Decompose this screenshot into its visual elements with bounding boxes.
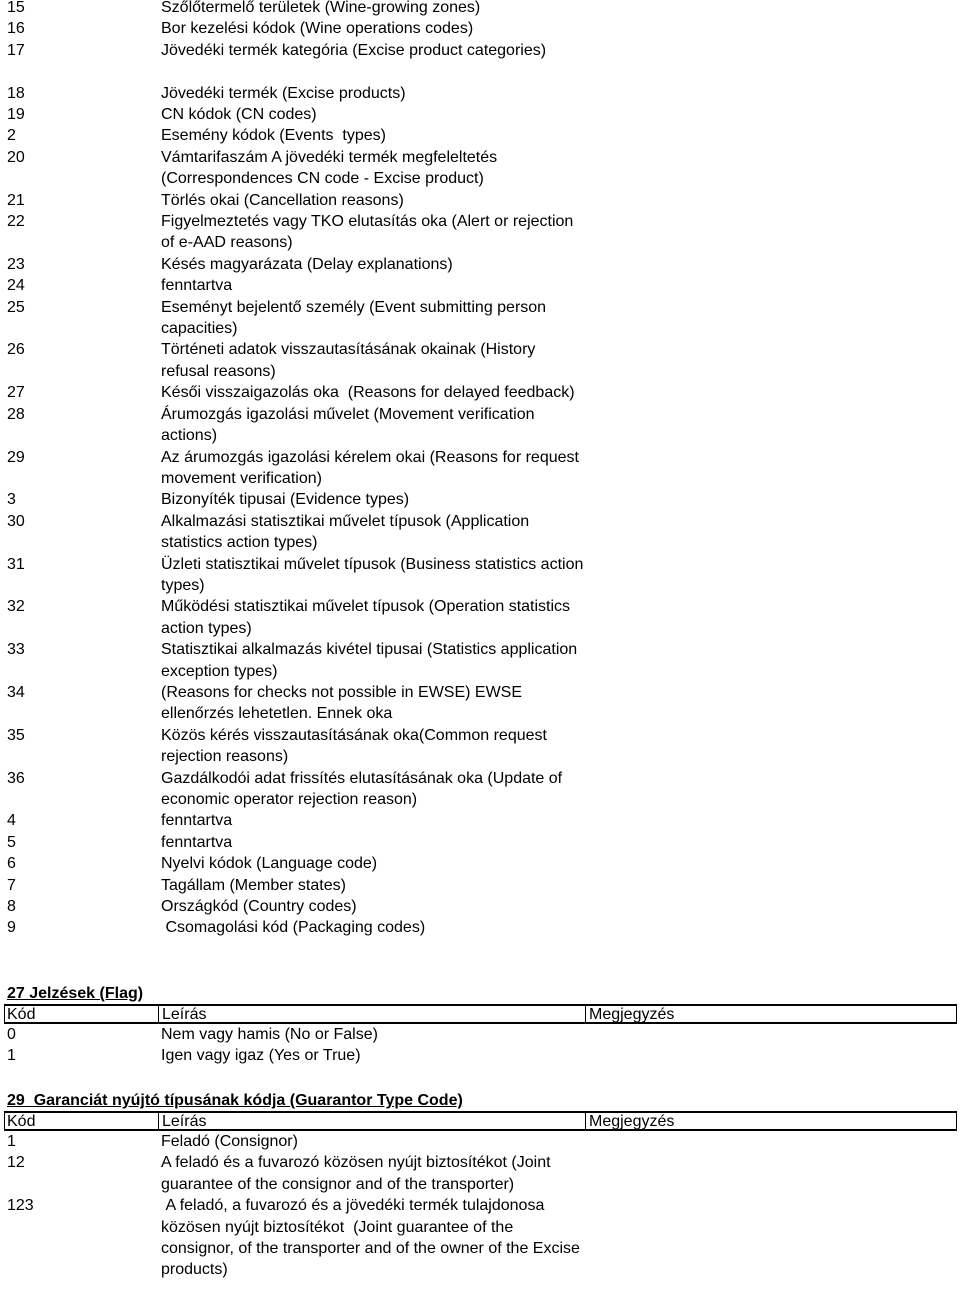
item-description: Működési statisztikai művelet típusok (Operation statistics action types) bbox=[161, 598, 575, 637]
item-description: Feladó (Consignor) bbox=[161, 1133, 298, 1150]
list-item bbox=[0, 404, 960, 447]
item-description: CN kódok (CN codes) bbox=[161, 106, 317, 124]
item-code: 30 bbox=[7, 512, 25, 530]
item-code: 9 bbox=[7, 919, 16, 937]
item-description: Nyelvi kódok (Language code) bbox=[161, 855, 378, 873]
item-code: 18 bbox=[7, 84, 25, 102]
item-code: 20 bbox=[7, 148, 25, 166]
list-item bbox=[0, 489, 960, 510]
list-item bbox=[0, 83, 960, 104]
item-description: Vámtarifaszám A jövedéki termék megfeleltetés (Correspondences CN code - Excise product) bbox=[161, 148, 502, 188]
item-code: 26 bbox=[7, 341, 25, 359]
list-item bbox=[0, 896, 960, 917]
flag-rows bbox=[0, 1024, 960, 1067]
item-code: 17 bbox=[7, 41, 25, 59]
item-code: 1 bbox=[7, 1133, 16, 1150]
list-item bbox=[0, 875, 960, 896]
item-description: Figyelmeztetés vagy TKO elutasítás oka (Alert or rejection of e-AAD reasons) bbox=[161, 213, 578, 252]
item-code: 5 bbox=[7, 833, 16, 851]
item-description: Közös kérés visszautasításának oka(Common request rejection reasons) bbox=[161, 726, 552, 766]
item-code: 3 bbox=[7, 491, 16, 509]
section-title-flag: 27 Jelzések (Flag) bbox=[7, 985, 144, 1002]
list-item bbox=[0, 40, 960, 61]
item-code: 7 bbox=[7, 876, 16, 894]
table-header-flag bbox=[4, 1004, 957, 1024]
item-description: Történeti adatok visszautasításának okainak (History refusal reasons) bbox=[161, 341, 540, 380]
item-description: Gazdálkodói adat frissítés elutasításának oka (Update of economic operator rejection reason) bbox=[161, 769, 567, 809]
item-code: 1 bbox=[7, 1047, 16, 1065]
item-code: 34 bbox=[7, 683, 25, 701]
item-code: 22 bbox=[7, 213, 25, 231]
item-code: 24 bbox=[7, 277, 25, 295]
table-header-guarantor bbox=[4, 1111, 957, 1131]
item-description: Esemény kódok (Events types) bbox=[161, 127, 386, 145]
list-item bbox=[0, 511, 960, 554]
guarantor-section bbox=[0, 1090, 960, 1281]
header-description: Leírás bbox=[159, 1006, 586, 1022]
list-item bbox=[0, 917, 960, 938]
header-note: Megjegyzés bbox=[589, 1113, 675, 1130]
item-description: Árumozgás igazolási művelet (Movement verification actions) bbox=[161, 405, 539, 445]
list-item bbox=[0, 211, 960, 254]
item-code: 0 bbox=[7, 1026, 16, 1043]
item-description: fenntartva bbox=[161, 277, 233, 295]
item-code: 2 bbox=[7, 127, 16, 145]
item-description: fenntartva bbox=[161, 812, 233, 830]
list-item bbox=[0, 382, 960, 403]
item-description: Csomagolási kód (Packaging codes) bbox=[161, 919, 426, 937]
item-description: Késői visszaigazolás oka (Reasons for delayed feedback) bbox=[161, 384, 575, 402]
item-description: Nem vagy hamis (No or False) bbox=[161, 1026, 378, 1043]
list-item bbox=[0, 147, 960, 190]
item-code: 19 bbox=[7, 106, 25, 124]
list-item bbox=[0, 554, 960, 597]
list-item bbox=[0, 104, 960, 125]
list-item bbox=[0, 339, 960, 382]
item-code: 36 bbox=[7, 769, 25, 787]
item-description: A feladó, a fuvarozó és a jövedéki termék tulajdonosa közösen nyújt biztosítékot (Joint guarantee of the consignor, of the transporter and of the owner of the Excise products) bbox=[161, 1197, 585, 1279]
item-code: 16 bbox=[7, 20, 25, 38]
item-code: 21 bbox=[7, 191, 25, 209]
item-code: 33 bbox=[7, 641, 25, 659]
item-description: Az árumozgás igazolási kérelem okai (Reasons for request movement verification) bbox=[161, 448, 584, 487]
list-item bbox=[0, 297, 960, 340]
item-description: Statisztikai alkalmazás kivétel tipusai (Statistics application exception types) bbox=[161, 641, 582, 680]
item-code: 6 bbox=[7, 855, 16, 873]
list-item bbox=[0, 1024, 960, 1045]
item-code: 12 bbox=[7, 1154, 25, 1172]
item-description: Szőlőtermelő területek (Wine-growing zones) bbox=[161, 0, 481, 16]
item-description: fenntartva bbox=[161, 833, 233, 851]
list-item bbox=[0, 275, 960, 296]
item-code: 27 bbox=[7, 384, 25, 402]
list-item bbox=[0, 125, 960, 146]
item-code: 31 bbox=[7, 555, 25, 573]
item-code: 23 bbox=[7, 255, 25, 273]
item-code: 4 bbox=[7, 812, 16, 830]
list-item bbox=[0, 639, 960, 682]
header-note: Megjegyzés bbox=[589, 1006, 675, 1023]
item-description: Igen vagy igaz (Yes or True) bbox=[161, 1047, 361, 1065]
item-description: Alkalmazási statisztikai művelet típusok (Application statistics action types) bbox=[161, 512, 534, 552]
item-description: Bor kezelési kódok (Wine operations codes) bbox=[161, 20, 474, 38]
item-description: Országkód (Country codes) bbox=[161, 898, 357, 916]
list-item bbox=[0, 1045, 960, 1066]
item-code: 32 bbox=[7, 598, 25, 616]
header-code: Kód bbox=[5, 1006, 159, 1022]
guarantor-rows bbox=[0, 1131, 960, 1281]
list-item bbox=[0, 768, 960, 811]
list-item bbox=[0, 725, 960, 768]
list-item bbox=[0, 447, 960, 490]
list-item bbox=[0, 0, 960, 18]
list-item bbox=[0, 596, 960, 639]
item-description: Törlés okai (Cancellation reasons) bbox=[161, 191, 404, 209]
item-description: Jövedéki termék kategória (Excise product categories) bbox=[161, 41, 547, 59]
list-item bbox=[0, 810, 960, 831]
item-code: 15 bbox=[7, 0, 25, 16]
header-description: Leírás bbox=[159, 1113, 586, 1129]
item-code: 8 bbox=[7, 898, 16, 916]
item-description: Jövedéki termék (Excise products) bbox=[161, 84, 406, 102]
item-description: Tagállam (Member states) bbox=[161, 876, 346, 894]
list-item bbox=[0, 254, 960, 275]
list-item bbox=[0, 832, 960, 853]
item-code: 29 bbox=[7, 448, 25, 466]
section-title-guarantor: 29 Garanciát nyújtó típusának kódja (Guarantor Type Code) bbox=[7, 1092, 463, 1109]
list-item bbox=[0, 1152, 960, 1195]
item-code: 28 bbox=[7, 405, 25, 423]
list-item bbox=[0, 18, 960, 39]
item-code: 35 bbox=[7, 726, 25, 744]
item-description: (Reasons for checks not possible in EWSE) EWSE ellenőrzés lehetetlen. Ennek oka bbox=[161, 683, 527, 723]
list-item bbox=[0, 1131, 960, 1152]
item-description: Üzleti statisztikai művelet típusok (Business statistics action types) bbox=[161, 555, 588, 594]
item-code: 25 bbox=[7, 298, 25, 316]
item-description: Késés magyarázata (Delay explanations) bbox=[161, 255, 453, 273]
list-item bbox=[0, 853, 960, 874]
item-code: 123 bbox=[7, 1197, 34, 1215]
item-description: A feladó és a fuvarozó közösen nyújt biztosítékot (Joint guarantee of the consignor and of the transporter) bbox=[161, 1154, 556, 1193]
item-description: Bizonyíték tipusai (Evidence types) bbox=[161, 491, 410, 509]
item-description: Eseményt bejelentő személy (Event submitting person capacities) bbox=[161, 298, 551, 338]
header-code: Kód bbox=[5, 1113, 159, 1129]
list-item bbox=[0, 1195, 960, 1281]
list-item bbox=[0, 190, 960, 211]
flag-section bbox=[0, 983, 960, 1067]
list-item bbox=[0, 682, 960, 725]
